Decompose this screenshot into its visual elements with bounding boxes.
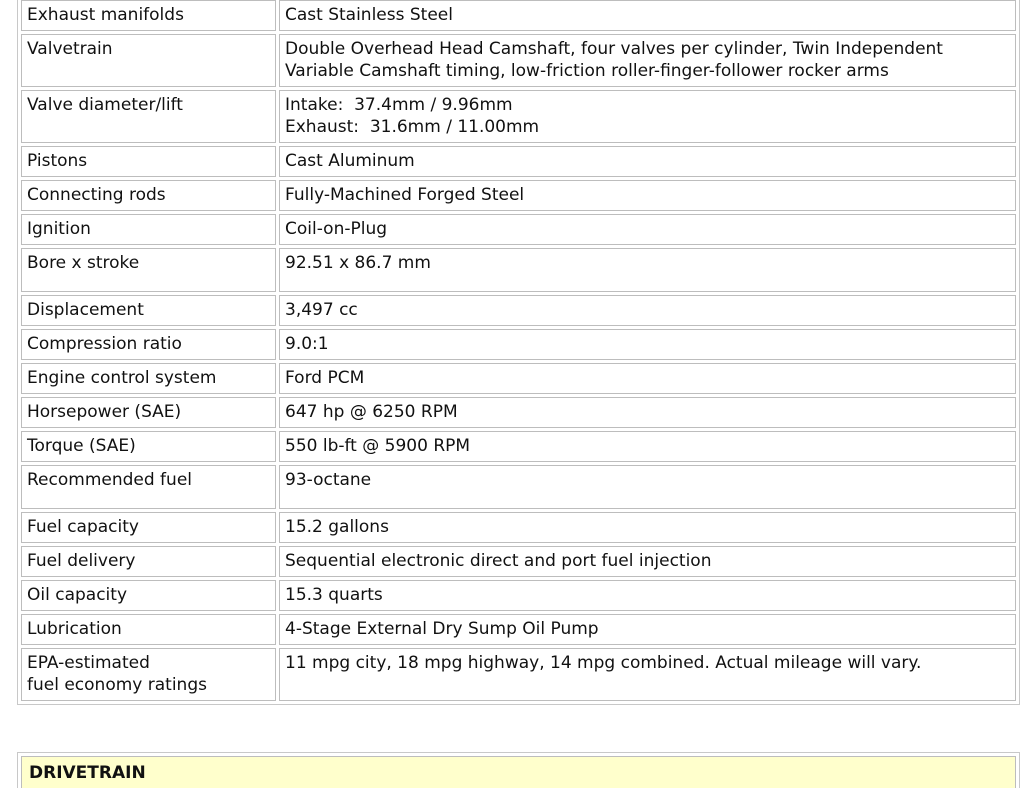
spec-value-cell [279, 248, 1016, 292]
spec-label: Valve diameter/lift [27, 95, 183, 115]
spec-label: Recommended fuel [27, 470, 192, 490]
spec-label: Displacement [27, 300, 144, 320]
spec-label-cell [21, 180, 276, 211]
spec-label-cell [21, 90, 276, 143]
spec-value-cell [279, 180, 1016, 211]
spec-value: Double Overhead Head Camshaft, four valves per cylinder, Twin Independent [285, 39, 943, 59]
spec-row [21, 580, 1016, 611]
spec-label-cell [21, 248, 276, 292]
spec-row [21, 363, 1016, 394]
spec-value-cell [279, 512, 1016, 543]
spec-label-cell [21, 397, 276, 428]
spec-value: 11 mpg city, 18 mpg highway, 14 mpg combined. Actual mileage will vary. [285, 653, 922, 673]
spec-value: Cast Aluminum [285, 151, 415, 171]
spec-value: 92.51 x 86.7 mm [285, 253, 431, 273]
spec-row [21, 329, 1016, 360]
spec-value: 15.3 quarts [285, 585, 383, 605]
spec-row [21, 0, 1016, 31]
spec-row [21, 90, 1016, 143]
spec-row [21, 648, 1016, 701]
spec-value: Cast Stainless Steel [285, 5, 453, 25]
spec-value: 4-Stage External Dry Sump Oil Pump [285, 619, 599, 639]
spec-label: Fuel capacity [27, 517, 139, 537]
spec-label-cell [21, 146, 276, 177]
spec-row [21, 546, 1016, 577]
spec-value-cell [279, 214, 1016, 245]
spec-value-cell [279, 34, 1016, 87]
spec-label-cell [21, 0, 276, 31]
spec-value-cell [279, 546, 1016, 577]
spec-label-cell [21, 34, 276, 87]
spec-value-cell [279, 295, 1016, 326]
spec-value-cell [279, 465, 1016, 509]
spec-value: 3,497 cc [285, 300, 358, 320]
spec-row [21, 512, 1016, 543]
spec-label: Pistons [27, 151, 88, 171]
spec-row [21, 431, 1016, 462]
spec-value-cell [279, 397, 1016, 428]
spec-row [21, 248, 1016, 292]
spec-value: 9.0:1 [285, 334, 329, 354]
spec-label: Ignition [27, 219, 91, 239]
spec-value-cell [279, 614, 1016, 645]
spec-value-cell [279, 329, 1016, 360]
spec-label: Lubrication [27, 619, 122, 639]
spec-label-cell [21, 329, 276, 360]
spec-row [21, 614, 1016, 645]
spec-label-cell [21, 614, 276, 645]
spec-value: 93-octane [285, 470, 372, 490]
spec-label: Valvetrain [27, 39, 113, 59]
spec-value: Coil-on-Plug [285, 219, 388, 239]
spec-row [21, 180, 1016, 211]
spec-value: Variable Camshaft timing, low-friction roller-finger-follower rocker arms [285, 61, 889, 81]
spec-row [21, 295, 1016, 326]
spec-label: Connecting rods [27, 185, 166, 205]
spec-label-cell [21, 546, 276, 577]
spec-value: 15.2 gallons [285, 517, 389, 537]
spec-value-cell [279, 363, 1016, 394]
spec-value: Fully-Machined Forged Steel [285, 185, 525, 205]
spec-value: Sequential electronic direct and port fuel injection [285, 551, 712, 571]
spec-value-cell [279, 146, 1016, 177]
spec-label-cell [21, 465, 276, 509]
spec-label: Oil capacity [27, 585, 127, 605]
spec-row [21, 214, 1016, 245]
spec-row [21, 34, 1016, 87]
spec-label: Fuel delivery [27, 551, 136, 571]
spec-value: 550 lb-ft @ 5900 RPM [285, 436, 471, 456]
spec-label: fuel economy ratings [27, 675, 207, 695]
spec-label-cell [21, 512, 276, 543]
section-header-drivetrain: DRIVETRAIN [21, 756, 1016, 788]
spec-label-cell [21, 431, 276, 462]
spec-value-cell [279, 580, 1016, 611]
spec-value: 647 hp @ 6250 RPM [285, 402, 458, 422]
spec-label: Exhaust manifolds [27, 5, 184, 25]
spec-label: Horsepower (SAE) [27, 402, 182, 422]
spec-row [21, 146, 1016, 177]
spec-label: Engine control system [27, 368, 217, 388]
spec-label-cell [21, 580, 276, 611]
spec-label: Torque (SAE) [27, 436, 136, 456]
spec-value-cell [279, 431, 1016, 462]
spec-label: Compression ratio [27, 334, 182, 354]
spec-table-body [21, 0, 1016, 701]
spec-value-cell [279, 648, 1016, 701]
spec-label: EPA-estimated [27, 653, 150, 673]
spec-value-cell [279, 90, 1016, 143]
spec-row [21, 397, 1016, 428]
spec-value: Intake: 37.4mm / 9.96mm [285, 95, 513, 115]
spec-value: Exhaust: 31.6mm / 11.00mm [285, 117, 540, 137]
spec-value: Ford PCM [285, 368, 365, 388]
spec-row [21, 465, 1016, 509]
spec-value-cell [279, 0, 1016, 31]
spec-label-cell [21, 648, 276, 701]
spec-label: Bore x stroke [27, 253, 140, 273]
spec-label-cell [21, 363, 276, 394]
engine-spec-table [17, 0, 1020, 705]
spec-label-cell [21, 214, 276, 245]
drivetrain-section [17, 752, 1020, 788]
spec-label-cell [21, 295, 276, 326]
